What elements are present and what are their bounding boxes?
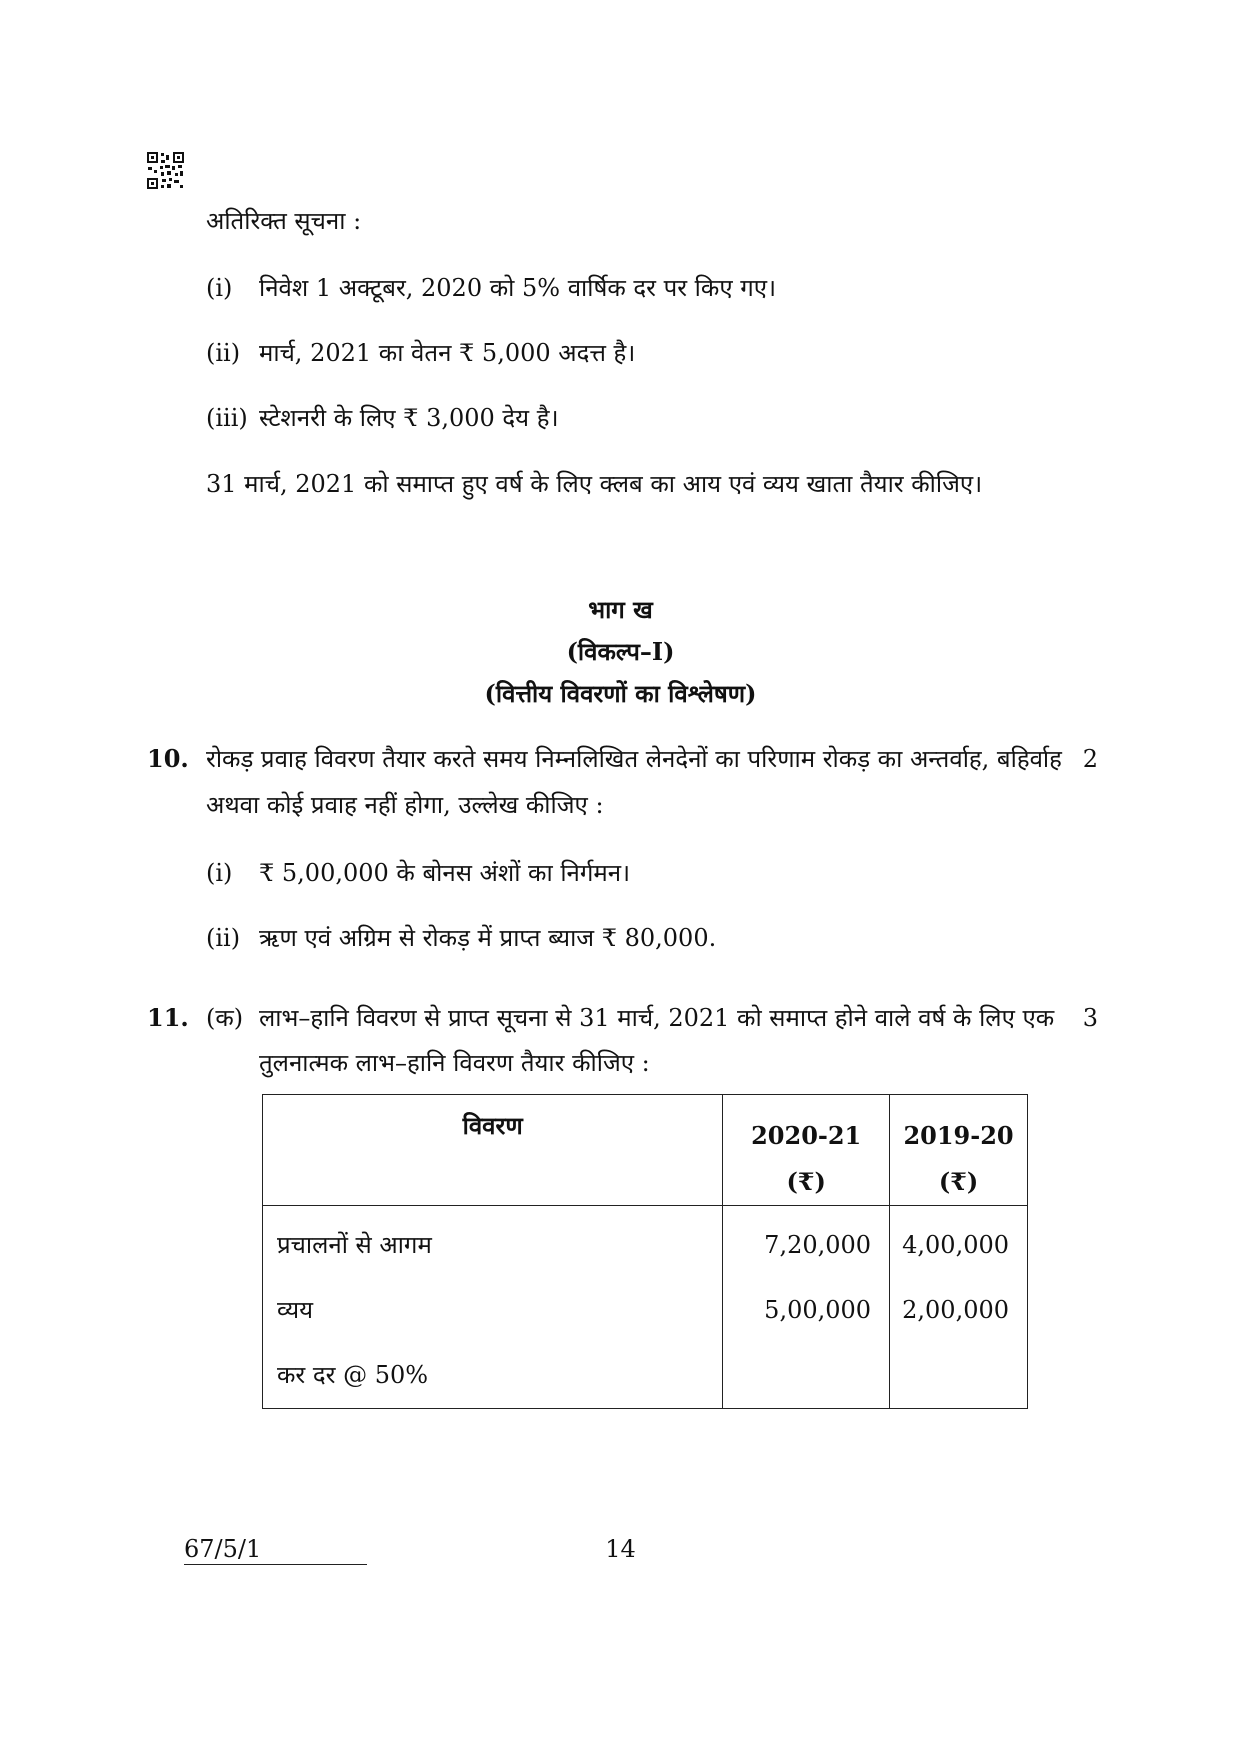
- footer-divider: [184, 1564, 367, 1565]
- page-number: 14: [605, 1535, 636, 1563]
- row-label: कर दर @ 50%: [277, 1361, 429, 1389]
- row-label: प्रचालनों से आगम: [277, 1231, 432, 1259]
- section-option: (विकल्प–I): [566, 637, 675, 666]
- qr-code-icon: [147, 152, 184, 189]
- question-number: 11.: [147, 1003, 189, 1032]
- table-value-cell: [890, 1206, 1028, 1409]
- table-label-cell: [263, 1206, 723, 1409]
- question-item-number: (ii): [206, 924, 241, 952]
- question-item-number: (i): [206, 859, 233, 887]
- question-marks: 2: [1082, 745, 1098, 773]
- column-header-particulars: विवरण: [462, 1111, 523, 1140]
- column-header-year: 2019-20: [903, 1121, 1014, 1150]
- table-header-cell: [890, 1095, 1028, 1206]
- question-part-label: (क): [206, 1004, 244, 1032]
- table-header-cell: [723, 1095, 890, 1206]
- question-item-text: ऋण एवं अग्रिम से रोकड़ में प्राप्त ब्याज ₹ 80,000.: [259, 924, 717, 952]
- row-label: व्यय: [277, 1296, 314, 1324]
- column-header-unit: (₹): [938, 1167, 979, 1196]
- column-header-group: [723, 1095, 889, 1205]
- question-text-line: तुलनात्मक लाभ–हानि विवरण तैयार कीजिए :: [259, 1049, 650, 1077]
- row-value-2020-21: [723, 1343, 889, 1408]
- info-item-text: स्टेशनरी के लिए ₹ 3,000 देय है।: [259, 404, 559, 432]
- question-number: 10.: [147, 744, 189, 773]
- row-value-2020-21: 7,20,000: [764, 1231, 872, 1259]
- row-value-2019-20: 4,00,000: [902, 1231, 1009, 1259]
- info-item-number: (ii): [206, 339, 241, 367]
- section-subtitle: (वित्तीय विवरणों का विश्लेषण): [484, 679, 757, 708]
- section-title: भाग ख: [588, 595, 653, 624]
- question-text-line: अथवा कोई प्रवाह नहीं होगा, उल्लेख कीजिए :: [206, 791, 604, 819]
- table-header-row: [263, 1095, 1028, 1206]
- row-value-2019-20: 2,00,000: [902, 1296, 1009, 1324]
- column-header-year: 2020-21: [751, 1121, 862, 1150]
- paper-code: 67/5/1: [184, 1535, 262, 1563]
- question-text-line: रोकड़ प्रवाह विवरण तैयार करते समय निम्नलिखित लेनदेनों का परिणाम रोकड़ का अन्तर्वाह, बहिर्वाह: [206, 745, 1062, 773]
- question-item-text: ₹ 5,00,000 के बोनस अंशों का निर्गमन।: [259, 859, 631, 887]
- question-text-line: लाभ–हानि विवरण से प्राप्त सूचना से 31 मार्च, 2021 को समाप्त होने वाले वर्ष के लिए एक: [259, 1004, 1055, 1032]
- row-value-2020-21: 5,00,000: [764, 1296, 872, 1324]
- table-value-cell: [723, 1206, 890, 1409]
- comparative-data-table: [262, 1094, 1028, 1409]
- info-item-number: (i): [206, 274, 233, 302]
- table-row: [263, 1206, 1028, 1409]
- column-header-group: [890, 1095, 1027, 1205]
- info-item-number: (iii): [206, 404, 248, 432]
- table-header-cell: [263, 1095, 723, 1206]
- info-item-text: निवेश 1 अक्टूबर, 2020 को 5% वार्षिक दर पर किए गए।: [259, 274, 777, 302]
- info-item-text: मार्च, 2021 का वेतन ₹ 5,000 अदत्त है।: [259, 339, 636, 367]
- row-value-2019-20: [890, 1343, 1027, 1408]
- additional-info-label: अतिरिक्त सूचना :: [206, 207, 362, 235]
- column-header-unit: (₹): [786, 1167, 826, 1196]
- question-marks: 3: [1082, 1004, 1098, 1032]
- instruction-text: 31 मार्च, 2021 को समाप्त हुए वर्ष के लिए क्लब का आय एवं व्यय खाता तैयार कीजिए।: [206, 470, 983, 498]
